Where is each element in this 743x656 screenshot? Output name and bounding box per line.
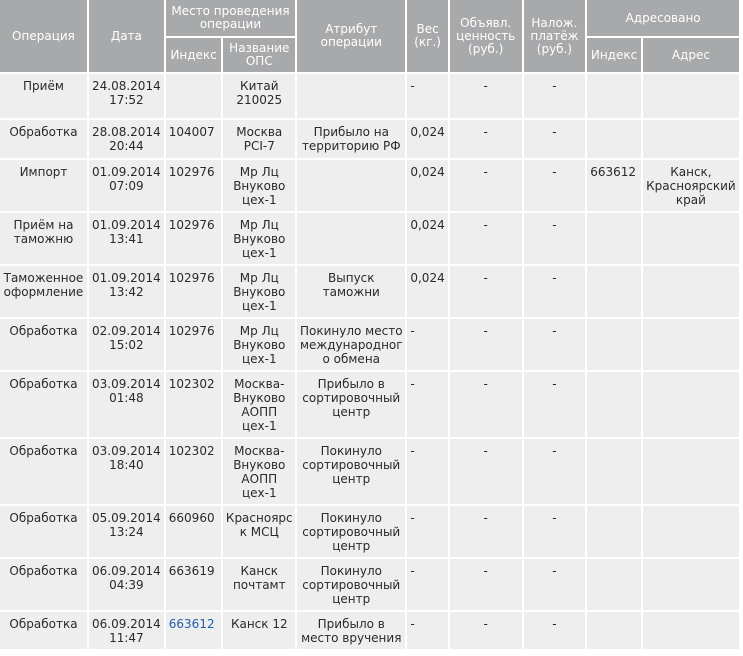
cell-index: 102976 [166,213,222,264]
header-attribute: Атрибут операции [297,0,405,72]
cell-declared-value: - [450,506,522,557]
cell-declared-value: - [450,160,522,211]
cell-addr-index: 663612 [587,160,641,211]
cell-operation: Приём [0,74,87,118]
cell-date: 01.09.2014 13:42 [89,266,164,317]
cell-address [643,266,739,317]
cell-attribute: Прибыло в место вручения [297,612,405,649]
cell-weight: - [407,372,447,437]
cell-declared-value: - [450,439,522,504]
table-row [0,372,739,437]
cell-ops-name: Китай 210025 [223,74,295,118]
cell-operation: Обработка [0,439,87,504]
cell-address [643,319,739,370]
cell-ops-name: Москва-Внуково АОПП цех-1 [223,439,295,504]
cell-declared-value: - [450,559,522,610]
cell-date: 28.08.2014 20:44 [89,120,164,158]
cell-cod: - [524,559,586,610]
header-place: Место проведения операции [166,0,295,36]
cell-addr-index [587,120,641,158]
cell-cod: - [524,160,586,211]
cell-cod: - [524,612,586,649]
cell-cod: - [524,120,586,158]
cell-index: 102302 [166,372,222,437]
cell-weight: 0,024 [407,160,447,211]
cell-addr-index [587,213,641,264]
cell-date: 05.09.2014 13:24 [89,506,164,557]
cell-address [643,120,739,158]
table-row [0,120,739,158]
cell-ops-name: Мр Лц Внуково цех-1 [223,160,295,211]
cell-date: 01.09.2014 07:09 [89,160,164,211]
header-addr-address: Адрес [643,38,739,72]
cell-cod: - [524,372,586,437]
cell-operation: Обработка [0,612,87,649]
cell-attribute: Покинуло сортировочный центр [297,506,405,557]
cell-attribute [297,74,405,118]
table-row [0,266,739,317]
cell-addr-index [587,266,641,317]
cell-index: 102302 [166,439,222,504]
cell-weight: 0,024 [407,213,447,264]
table-row [0,319,739,370]
header-operation: Операция [0,0,87,72]
table-row [0,612,739,649]
cell-date: 06.09.2014 04:39 [89,559,164,610]
cell-operation: Обработка [0,372,87,437]
cell-cod: - [524,266,586,317]
cell-ops-name: Канск 12 [223,612,295,649]
cell-attribute: Прибыло на территорию РФ [297,120,405,158]
cell-ops-name: Мр Лц Внуково цех-1 [223,266,295,317]
table-row [0,74,739,118]
cell-declared-value: - [450,319,522,370]
cell-attribute: Покинуло сортировочный центр [297,559,405,610]
cell-index [166,74,222,118]
table-row [0,506,739,557]
table-row [0,160,739,211]
cell-address [643,506,739,557]
cell-weight: - [407,612,447,649]
cell-ops-name: Мр Лц Внуково цех-1 [223,213,295,264]
header-addressed: Адресовано [587,0,739,36]
cell-weight: 0,024 [407,266,447,317]
cell-addr-index [587,319,641,370]
cell-declared-value: - [450,372,522,437]
cell-operation: Таможенное оформление [0,266,87,317]
cell-addr-index [587,372,641,437]
cell-addr-index [587,74,641,118]
table-row [0,559,739,610]
cell-cod: - [524,439,586,504]
cell-addr-index [587,506,641,557]
cell-index [166,612,222,649]
cell-ops-name: Канск почтамт [223,559,295,610]
header-addr-index: Индекс [587,38,641,72]
cell-date: 06.09.2014 11:47 [89,612,164,649]
cell-operation: Обработка [0,506,87,557]
cell-attribute: Покинуло сортировочный центр [297,439,405,504]
cell-declared-value: - [450,612,522,649]
cell-cod: - [524,74,586,118]
cell-cod: - [524,213,586,264]
cell-attribute [297,160,405,211]
header-date: Дата [89,0,164,72]
cell-addr-index [587,559,641,610]
cell-index: 102976 [166,319,222,370]
cell-index: 104007 [166,120,222,158]
cell-weight: - [407,74,447,118]
header-place-name: Название ОПС [223,38,295,72]
cell-date: 24.08.2014 17:52 [89,74,164,118]
cell-operation: Приём на таможню [0,213,87,264]
cell-declared-value: - [450,213,522,264]
table-body [0,74,739,649]
cell-index: 102976 [166,266,222,317]
cell-attribute: Покинуло место международного обмена [297,319,405,370]
cell-address: Канск, Красноярский край [643,160,739,211]
cell-weight: - [407,506,447,557]
cell-ops-name: Мр Лц Внуково цех-1 [223,319,295,370]
cell-ops-name: Москва PCI-7 [223,120,295,158]
cell-operation: Обработка [0,559,87,610]
header-declared-value: Объявл. ценность (руб.) [450,0,522,72]
cell-address [643,559,739,610]
cell-weight: 0,024 [407,120,447,158]
index-link[interactable]: 663612 [168,617,215,631]
cell-declared-value: - [450,120,522,158]
cell-date: 02.09.2014 15:02 [89,319,164,370]
table-row [0,439,739,504]
cell-addr-index [587,612,641,649]
cell-ops-name: Красноярск МСЦ [223,506,295,557]
table-header [0,0,739,72]
cell-cod: - [524,319,586,370]
cell-operation: Обработка [0,120,87,158]
cell-declared-value: - [450,266,522,317]
cell-address [643,74,739,118]
cell-index: 660960 [166,506,222,557]
cell-operation: Обработка [0,319,87,370]
header-cod: Налож. платёж (руб.) [524,0,586,72]
cell-date: 03.09.2014 18:40 [89,439,164,504]
table-row [0,213,739,264]
cell-weight: - [407,559,447,610]
cell-weight: - [407,439,447,504]
cell-index: 663619 [166,559,222,610]
header-weight: Вес (кг.) [407,0,447,72]
cell-operation: Импорт [0,160,87,211]
cell-ops-name: Москва-Внуково АОПП цех-1 [223,372,295,437]
cell-weight: - [407,319,447,370]
cell-attribute: Выпуск таможни [297,266,405,317]
cell-attribute [297,213,405,264]
cell-address [643,612,739,649]
header-place-index: Индекс [166,38,222,72]
cell-attribute: Прибыло в сортировочный центр [297,372,405,437]
cell-cod: - [524,506,586,557]
cell-declared-value: - [450,74,522,118]
cell-addr-index [587,439,641,504]
cell-date: 03.09.2014 01:48 [89,372,164,437]
cell-address [643,439,739,504]
cell-date: 01.09.2014 13:41 [89,213,164,264]
cell-address [643,213,739,264]
cell-address [643,372,739,437]
cell-index: 102976 [166,160,222,211]
